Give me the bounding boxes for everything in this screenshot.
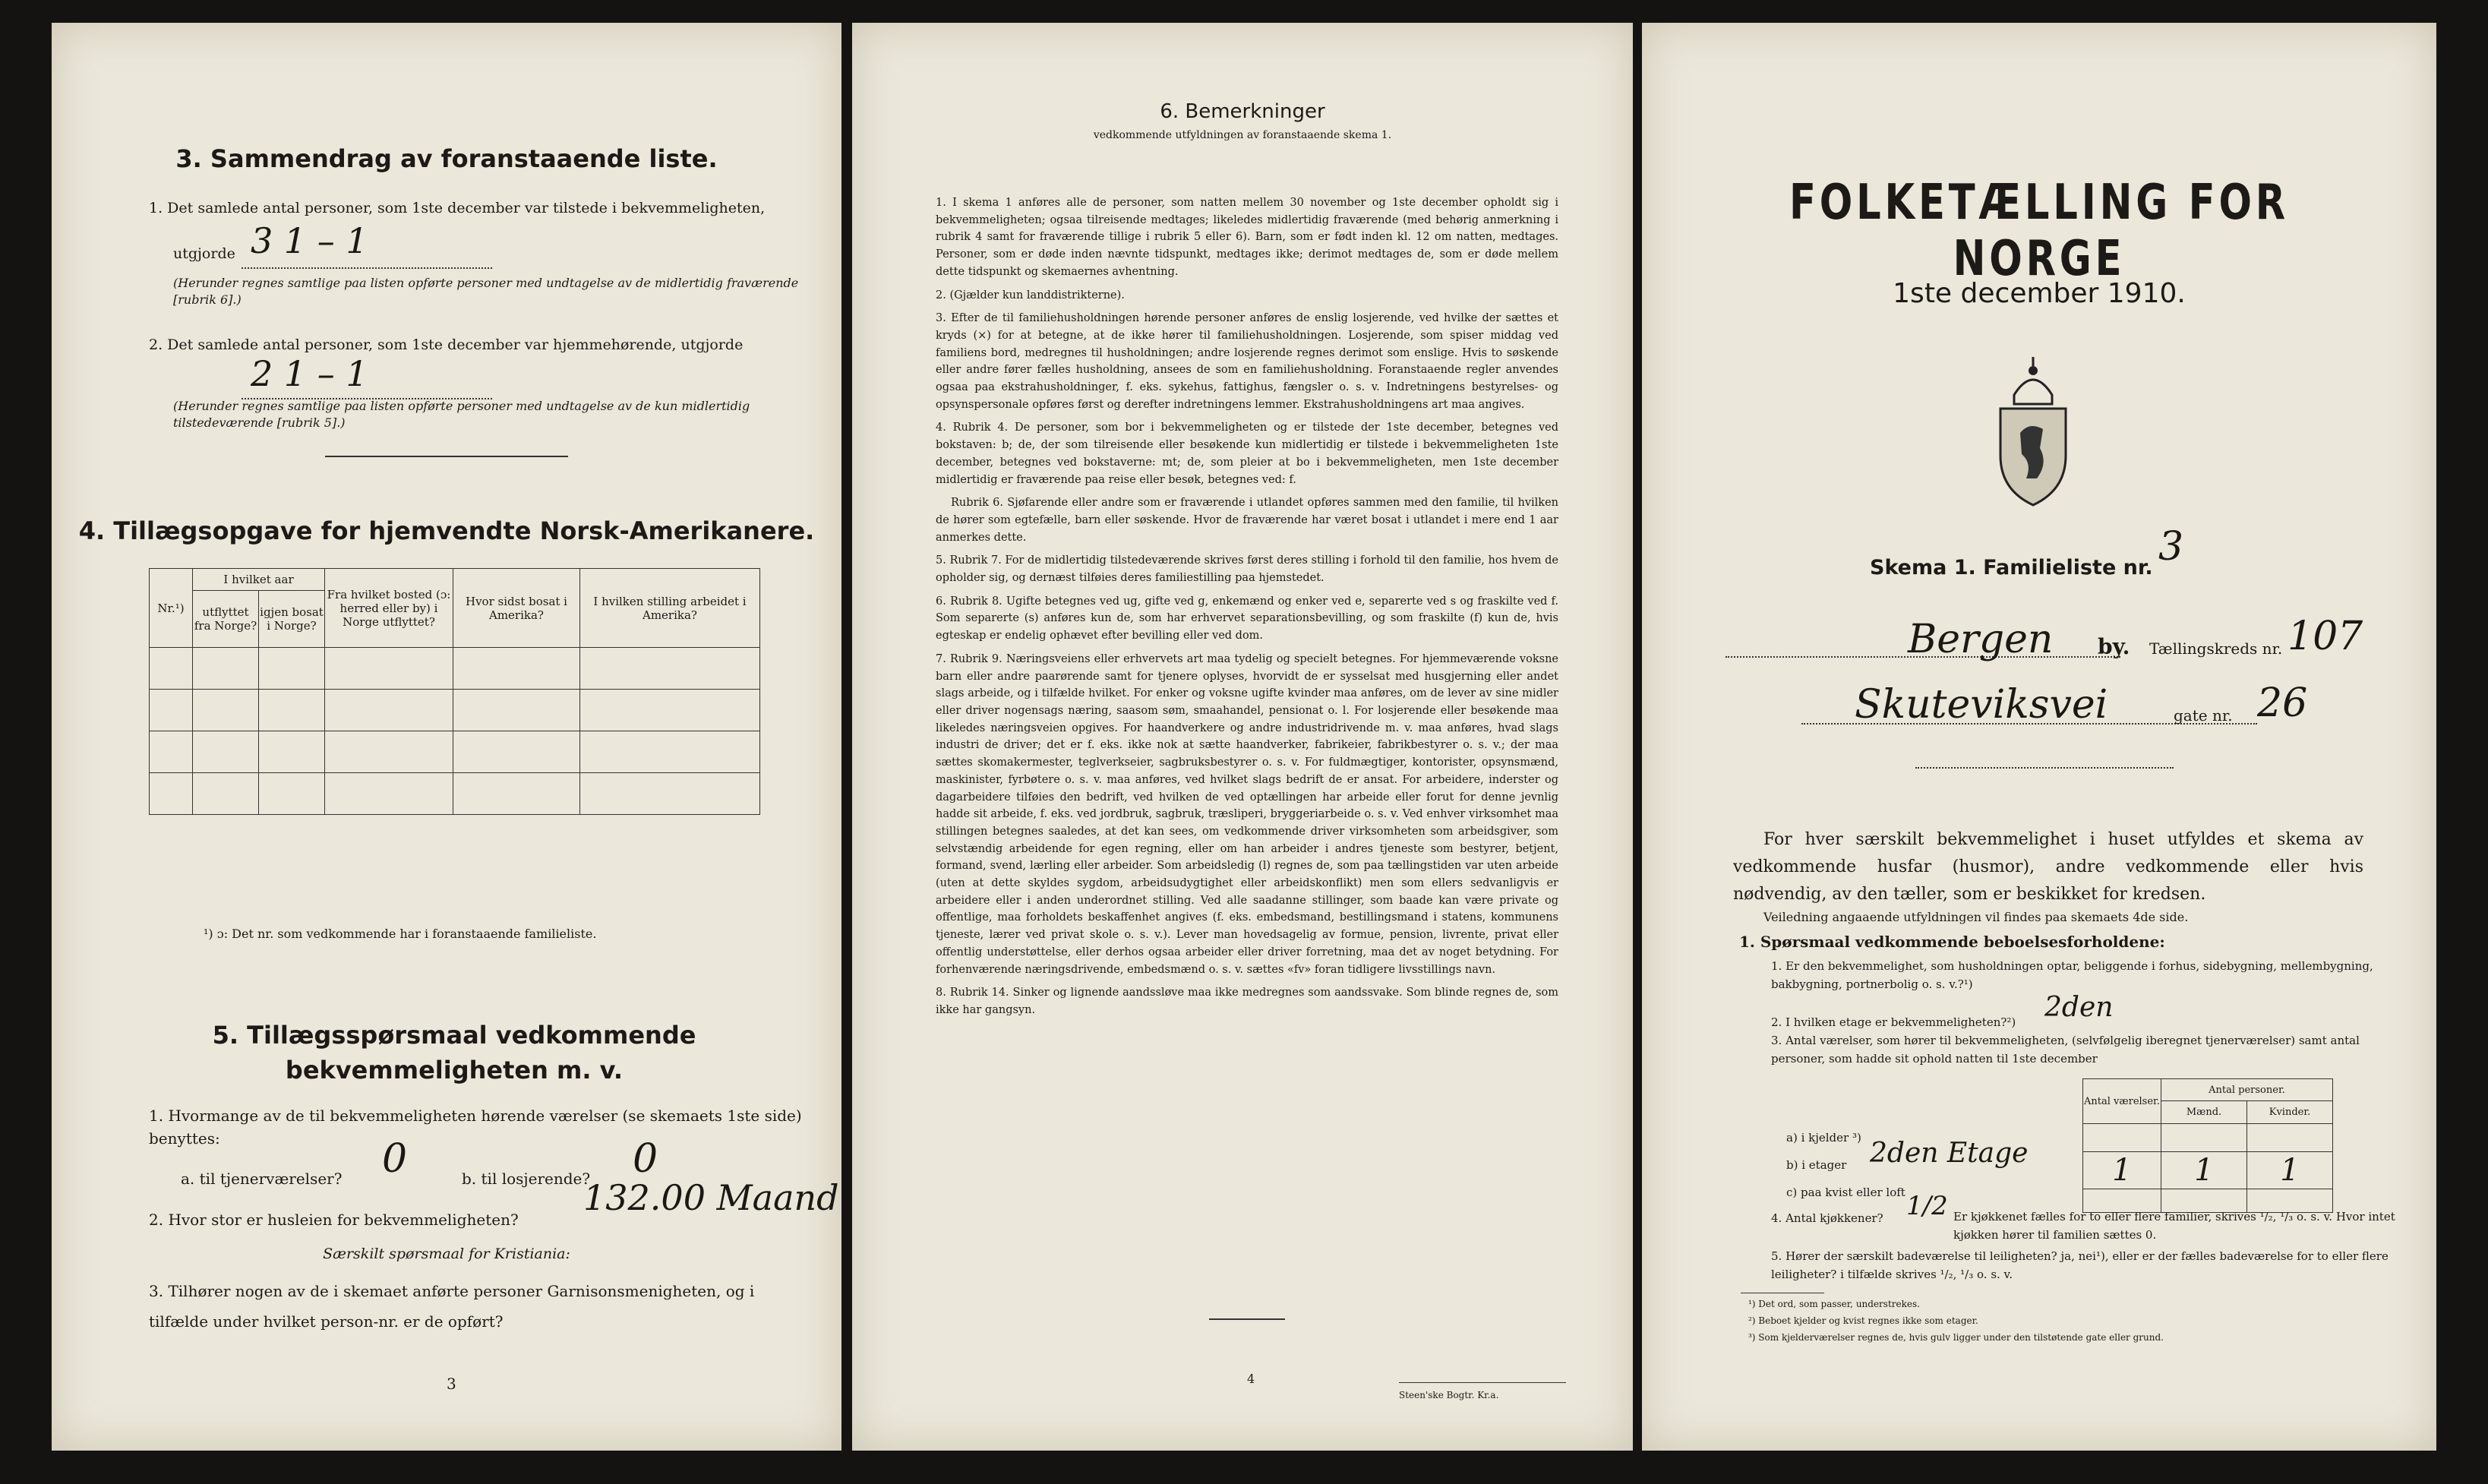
cell-rooms: 1 [2083,1152,2161,1189]
q5-text: 5. Hører der særskilt badeværelse til leiligheten? ja, nei¹), eller er der fælles badeværelse for to eller flere leiligheter? i tilfælde skrives ¹/₂, ¹/₃ o. s. v. [1771,1249,2389,1281]
q4-handwritten: 1/2 [1906,1191,1948,1221]
s4-footnote: ¹) ɔ: Det nr. som vedkommende har i foranstaaende familieliste. [204,927,597,941]
remark-item: 2. (Gjælder kun landdistrikterne). [936,289,1125,302]
q2-handwritten: 2den [2044,992,2114,1023]
divider [1399,1382,1566,1383]
right-page [1642,23,2436,1451]
cell-women: 1 [2247,1152,2333,1189]
remarks-subtitle: vedkommende utfyldningen av foranstaaende skema 1. [1093,129,1392,141]
table-row [2083,1124,2333,1152]
q3-text: 3. Antal værelser, som hører til bekvemmeligheten, (selvfølgelig iberegnet tjenerværelser) samt antal personer, som hadde sit ophold natten til 1ste december [1771,1034,2360,1066]
census-title: FOLKETÆLLING FOR NORGE [1789,175,2289,287]
col-aar: I hvilket aar [193,569,325,591]
q4-rest: Er kjøkkenet fælles for to eller flere familier, skrives ¹/₂, ¹/₃ o. s. v. Hvor intet kjøkken hører til familien sættes 0. [1953,1210,2395,1242]
intro-text: For hver særskilt bekvemmelighet i huset utfyldes et skema av vedkommende husfar (husmor), andre vedkommende eller hvis nødvendig, av den tæller, som er beskikket for kredsen. [1733,830,2363,904]
col-amerika-bosat: Hvor sidst bosat i Amerika? [453,569,580,648]
row-etager-handwritten: 2den Etage [1870,1138,2029,1169]
city-handwritten: Bergen [1908,617,2054,662]
cell-men: 1 [2161,1152,2247,1189]
rooms-persons-table [2082,1078,2333,1213]
coat-of-arms-icon [1984,349,2082,509]
remarks-body [936,194,1558,1019]
kreds-label: Tællingskreds nr. [2149,639,2283,658]
street-handwritten: Skuteviksvei [1855,682,2108,728]
divider [1209,1318,1285,1320]
remark-item: Rubrik 6. Sjøfarende eller andre som er fraværende i utlandet opføres sammen med den familie, til hvilken de hører som egtefælle, barn eller søskende. Hvor de fraværende har været bosat i utlandet i mere end 1 aar anmerkes dette. [936,497,1558,544]
remark-item: 3. Efter de til familiehusholdningen hørende personer anføres de enslig losjerende, ved hvilke der sættes et kryds (×) for at betegne, at de ikke hører til familiehusholdningen. Losjerende, som spiser middag ved familiens bord, medregnes til husholdningen; andre losjerende regnes derimot som enslige. Hvis to søskende eller andre fører fælles husholdning, ansees de som en familiehusholdning. Foranstaaende regler anvendes ogsaa paa ekstrahusholdninger, f. eks. sykehus, fattighus, fængsler o. s. v. Indretningens bestyrelses- og opsynspersonale opføres først og derefter indretningens lemmer. Ekstrahusholdningens art maa angives. [936,312,1558,411]
s3-item-1-label: utgjorde [173,245,235,262]
left-page [52,23,841,1451]
fill-line [242,267,492,269]
remark-item: 6. Rubrik 8. Ugifte betegnes ved ug, gifte ved g, enkemænd og enker ved e, separerte ved s og fraskilte ved f. Som separerte (s) anføres kun de, som har erhvervet separationsbevilling, og som fraskilte (f) kun de, hvis egteskap er endelig ophævet efter bevilling eller ved dom. [936,595,1558,643]
col-stilling: I hvilken stilling arbeidet i Amerika? [580,569,760,648]
remark-item: 4. Rubrik 4. De personer, som bor i bekvemmeligheten og er tilstede der 1ste december, betegnes ved bokstaven: b; de, der som tilreisende eller besøkende kun midlertidig er tilstede i bekvemmeligheten 1ste december, betegnes ved bokstaverne: mt; de, som pleier at bo i bekvemmeligheten, men 1ste december midlertidig er fraværende paa reise eller besøk, betegnes ved: f. [936,422,1558,486]
s3-item-1-handwritten: 3 1 – 1 [251,220,368,261]
s3-item-2-note: (Herunder regnes samtlige paa listen opførte personer med undtagelse av de kun midlertidig tilstedeværende [rubrik 5].) [173,399,750,430]
row-kjelder: a) i kjelder ³) [1786,1131,1861,1145]
col-antal-personer: Antal personer. [2161,1079,2333,1101]
s5-q1a-handwritten: 0 [382,1136,408,1182]
q2-text: 2. I hvilken etage er bekvemmeligheten?²) [1771,1015,2016,1029]
kreds-handwritten: 107 [2288,614,2363,659]
skema-number-handwritten: 3 [2158,524,2184,570]
footnote-1: ¹) Det ord, som passer, understrekes. [1748,1299,1920,1309]
s5-q1b: b. til losjerende? [462,1170,591,1188]
questions-heading: 1. Spørsmaal vedkommende beboelsesforholdene: [1739,933,2165,951]
s3-item-2: 2. Det samlede antal personer, som 1ste december var hjemmehørende, utgjorde [149,336,744,353]
col-igjen-bosat: igjen bosat i Norge? [259,591,325,648]
col-nr: Nr.¹) [150,569,193,648]
col-utflyttet: utflyttet fra Norge? [193,591,259,648]
section-4-title: 4. Tillægsopgave for hjemvendte Norsk-Amerikanere. [78,516,815,545]
printer-line: Steen'ske Bogtr. Kr.a. [1399,1390,1499,1400]
s5-q2-handwritten: 132.00 Maand [583,1177,839,1218]
q4-text: 4. Antal kjøkkener? [1771,1211,1883,1225]
page-number: 3 [447,1375,456,1393]
footnote-2: ²) Beboet kjelder og kvist regnes ikke som etager. [1748,1315,1978,1326]
col-maend: Mænd. [2161,1101,2247,1124]
col-bosted: Fra hvilket bosted (ɔ: herred eller by) i Norge utflyttet? [325,569,453,648]
footnote-3: ³) Som kjelderværelser regnes de, hvis gulv ligger under den tilstøtende gate eller grund. [1748,1332,2164,1343]
divider [325,456,568,457]
page-number: 4 [1247,1372,1255,1386]
s5-sub: Særskilt spørsmaal for Kristiania: [323,1246,570,1262]
census-date: 1ste december 1910. [1893,278,2186,309]
remark-item: 7. Rubrik 9. Næringsveiens eller erhvervets art maa tydelig og specielt betegnes. For hjemmeværende voksne barn eller andre paarørende samt for tjenere oplyses, hvorvidt de er sysselsat med husgjerning eller andet slags arbeide, og i tilfælde hvilket. For enker og voksne ugifte kvinder maa anføres, om de lever av sine midler eller driver nogensags næring, saasom søm, smaahandel, pensionat o. l. For losjerende eller besøkende maa likeledes næringsveien opgives. For haandverkere og andre industridrivende m. v. maa anføres, hvad slags industri de driver; det er f. eks. ikke nok at sætte haandverker, fabrikeier, fabrikbestyrer o. s. v.; der maa sættes skomakermester, teglverkseier, sagbruksbestyrer o. s. v. For fuldmægtiger, kontorister, opsynsmænd, maskinister, fyrbøtere o. s. v. maa anføres, ved hvilket slags bedrift de er ansat. For arbeidere, inderster og dagarbeidere tilføies den bedrift, ved hvilken de ved optællingen har arbeide eller forut for denne jevnlig hadde sit arbeide, f. eks. ved jordbruk, sagbruk, træsliperi, bryggeriarbeide o. s. v. Ved enhver virksomhet maa stillingen betegnes saaledes, at det kan sees, om vedkommende driver virksomheten som arbeidsgiver, som selvstændig arbeidende for egen regning, eller om han arbeider i andres tjeneste som bestyrer, betjent, formand, svend, lærling eller arbeider. Som arbeidsledig (l) regnes de, som paa tællingstiden var uten arbeide (uten at dette skyldes sygdom, arbeidsudygtighet eller arbeidskonflikt) men som ellers sedvanligvis er arbeidere eller i anden underordnet stilling. Ved alle saadanne stillinger, som baade kan være private og offentlige, maa forholdets beskaffenhet angives (f. eks. embedsmand, bestillingsmand i statens, kommunens tjeneste, lærer ved privat skole o. s. v.). Lever man hovedsagelig av formue, pension, livrente, privat eller offentlig understøttelse, eller derhos ogsaa arbeider eller driver forretning, maa det av noget betydning. For forhenværende næringsdrivende, embedsmænd o. s. v. sættes «fv» foran tidligere livsstillings navn. [936,652,1558,976]
remarks-title: 6. Bemerkninger [1160,100,1325,123]
table-row [150,648,760,690]
s5-q1a: a. til tjenerværelser? [181,1170,343,1188]
q1-text: 1. Er den bekvemmelighet, som husholdningen optar, beliggende i forhus, sidebygning, mellembygning, bakbygning, portnerbolig o. s. v.?¹) [1771,959,2373,991]
gate-number-handwritten: 26 [2257,680,2308,726]
norsk-amerikanere-table [149,568,760,815]
s5-q1: 1. Hvormange av de til bekvemmeligheten hørende værelser (se skemaets 1ste side) benyttes: [149,1107,802,1148]
table-row [150,731,760,773]
remark-item: 1. I skema 1 anføres alle de personer, som natten mellem 30 november og 1ste december opholdt sig i bekvemmeligheten; ogsaa tilreisende medtages; likeledes midlertidig fraværende (med behørig anmerkning i rubrik 4 samt for fraværende tillige i rubrik 5 eller 6). Barn, som er født inden kl. 12 om natten, medtages. Personer, som er døde inden nævnte tidspunkt, medtages ikke; derimot medtages de, som er døde mellem dette tidspunkt og skemaernes avhentning. [936,197,1558,278]
skema-label: Skema 1. Familieliste nr. [1870,556,2153,579]
table-row [150,690,760,731]
s5-q2: 2. Hvor stor er husleien for bekvemmeligheten? [149,1211,519,1229]
middle-page [852,23,1633,1451]
gate-label: gate nr. [2174,706,2233,725]
section-5-title: 5. Tillægsspørsmaal vedkommende bekvemmeligheten m. v. [212,1021,696,1085]
remark-item: 8. Rubrik 14. Sinker og lignende aandssløve maa ikke medregnes som aandssvake. Som blinde regnes de, som ikke har gangsyn. [936,987,1558,1016]
intro-text-2: Veiledning angaaende utfyldningen vil findes paa skemaets 4de side. [1763,910,2189,924]
section-3-title: 3. Sammendrag av foranstaaende liste. [175,144,718,173]
col-kvinder: Kvinder. [2247,1101,2333,1124]
s3-item-1: 1. Det samlede antal personer, som 1ste december var tilstede i bekvemmeligheten, [149,200,766,216]
s3-item-1-note: (Herunder regnes samtlige paa listen opførte personer med undtagelse av de midlertidig fraværende [rubrik 6].) [173,276,799,307]
table-row [150,773,760,815]
row-kvist: c) paa kvist eller loft [1786,1186,1905,1199]
s5-q3: 3. Tilhører nogen av de i skemaet anførte personer Garnisonsmenigheten, og i tilfælde under hvilket person-nr. er de opført? [149,1282,755,1331]
col-antal-vaerelser: Antal værelser. [2083,1079,2161,1124]
fill-line [1915,767,2174,769]
s3-item-2-handwritten: 2 1 – 1 [251,353,368,394]
s5-q1b-handwritten: 0 [633,1136,658,1182]
by-label: by. [2098,634,2130,659]
remark-item: 5. Rubrik 7. For de midlertidig tilstedeværende skrives først deres stilling i forhold til den familie, hos hvem de opholder sig, og dernæst tilføies deres familiestilling paa hjemstedet. [936,554,1558,585]
row-etager: b) i etager [1786,1158,1847,1172]
table-row [2083,1152,2333,1189]
